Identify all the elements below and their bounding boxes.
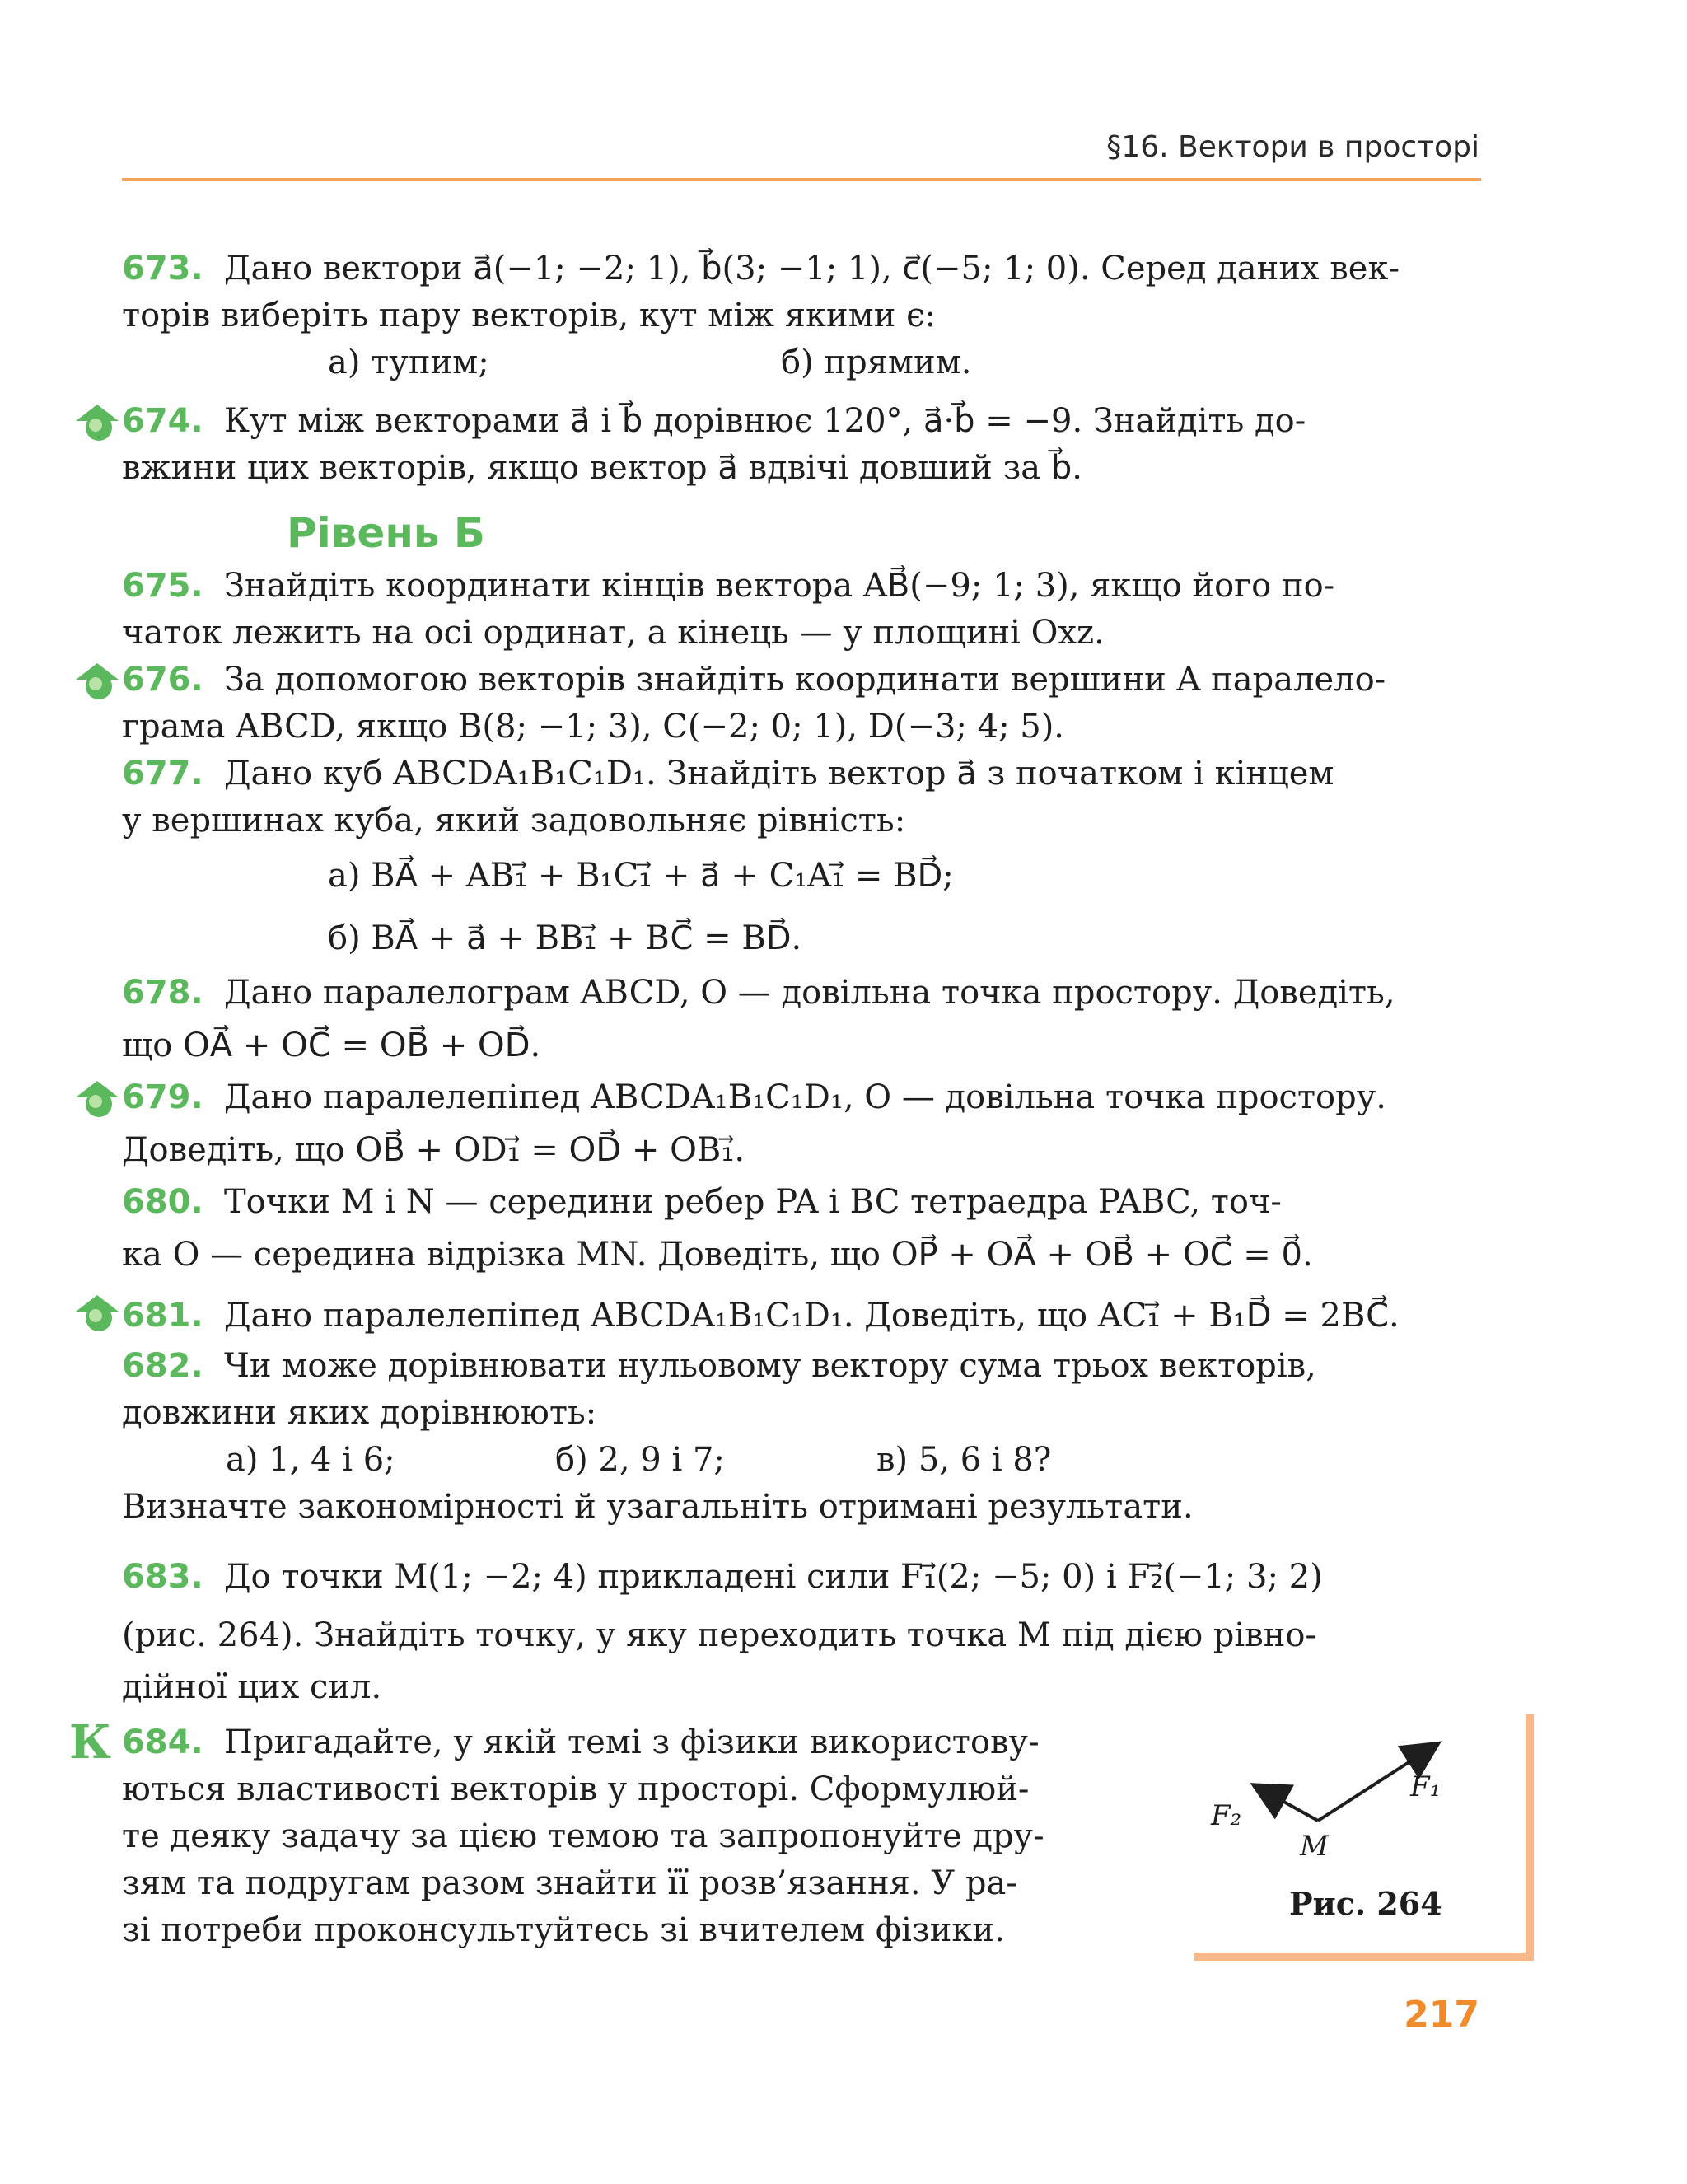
problem-number: 681. xyxy=(122,1297,203,1335)
problem-text: вжини цих векторів, якщо вектор a⃗ вдвічі довший за b⃗. xyxy=(122,449,1082,487)
problem-text: дійної цих сил. xyxy=(122,1668,382,1706)
problem-text: зям та подругам разом знайти її розв’язання. У ра- xyxy=(122,1864,1017,1902)
option-c: в) 5, 6 і 8? xyxy=(876,1441,1052,1479)
problem-text: Дано паралелепіпед ABCDA₁B₁C₁D₁. Доведіть, що AC₁⃗ + B₁D⃗ = 2BC⃗. xyxy=(224,1297,1400,1335)
figure-frame-right xyxy=(1526,1714,1534,1961)
label-m: M xyxy=(1300,1830,1329,1863)
problem-text: (рис. 264). Знайдіть точку, у яку переходить точка M під дією рівно- xyxy=(122,1616,1316,1654)
page-number: 217 xyxy=(1404,1994,1479,2036)
vector-f2 xyxy=(1259,1788,1318,1821)
figure-264-vectors xyxy=(1194,1714,1532,1961)
green-leaf-icon xyxy=(74,1293,120,1335)
problem-684 xyxy=(69,1715,1110,1954)
problem-number: 684. xyxy=(122,1723,203,1761)
problems-list xyxy=(69,246,1481,1954)
options-row xyxy=(122,1437,1481,1484)
option-b: б) BA⃗ + a⃗ + BB₁⃗ + BC⃗ = BD⃗. xyxy=(328,919,802,957)
problem-number: 676. xyxy=(122,661,203,699)
options-row xyxy=(122,339,1481,386)
option-a: а) тупим; xyxy=(328,344,489,381)
problem-text: Дано паралелепіпед ABCDA₁B₁C₁D₁, O — довільна точка простору. xyxy=(224,1078,1386,1116)
problem-text: Кут між векторами a⃗ і b⃗ дорівнює 120°, a⃗·b⃗ = −9. Знайдіть до- xyxy=(224,402,1306,440)
option-b: б) 2, 9 і 7; xyxy=(555,1441,725,1479)
problem-text: те деяку задачу за цією темою та запропонуйте дру- xyxy=(122,1817,1044,1855)
problem-number: 678. xyxy=(122,974,203,1012)
problem-text: ються властивості векторів у просторі. Сформулюй- xyxy=(122,1770,1030,1808)
figure-caption: Рис. 264 xyxy=(1289,1885,1442,1922)
green-leaf-icon xyxy=(74,662,120,703)
problem-number: 673. xyxy=(122,250,203,288)
problem-text: довжини яких дорівнюють: xyxy=(122,1394,597,1432)
problem-678 xyxy=(122,970,1481,1074)
problem-text: До точки M(1; −2; 4) прикладені сили F₁⃗(2; −5; 0) і F₂⃗(−1; 3; 2) xyxy=(224,1558,1323,1596)
running-header: §16. Вектори в просторі xyxy=(1106,130,1479,164)
option-b: б) прямим. xyxy=(781,344,972,381)
problem-679 xyxy=(122,1074,1481,1179)
problem-673 xyxy=(122,246,1481,386)
problem-text: грама ABCD, якщо B(8; −1; 3), C(−2; 0; 1), D(−3; 4; 5). xyxy=(122,708,1065,746)
problem-number: 682. xyxy=(122,1347,203,1385)
problem-text: Точки M і N — середини ребер PA і BC тетраедра PABC, точ- xyxy=(224,1183,1282,1221)
problem-number: 677. xyxy=(122,755,203,793)
figure-frame-bottom xyxy=(1194,1953,1534,1961)
problem-text: Дано вектори a⃗(−1; −2; 1), b⃗(3; −1; 1), c⃗(−5; 1; 0). Серед даних век- xyxy=(224,250,1400,288)
problem-674 xyxy=(122,398,1481,492)
problem-text: Пригадайте, у якій темі з фізики використову- xyxy=(224,1723,1040,1761)
option-a: а) BA⃗ + AB₁⃗ + B₁C₁⃗ + a⃗ + C₁A₁⃗ = BD⃗; xyxy=(328,857,954,895)
problem-number: 674. xyxy=(122,402,203,440)
problem-677 xyxy=(122,751,1481,970)
label-f2: F₂ xyxy=(1211,1799,1242,1832)
problem-676 xyxy=(122,657,1481,751)
problem-text: ка O — середина відрізка MN. Доведіть, що OP⃗ + OA⃗ + OB⃗ + OC⃗ = 0⃗. xyxy=(122,1236,1313,1274)
problem-text: Чи може дорівнювати нульовому вектору сума трьох векторів, xyxy=(224,1347,1316,1385)
problem-text: Знайдіть координати кінців вектора AB⃗(−9; 1; 3), якщо його по- xyxy=(224,567,1335,605)
problem-text: Дано куб ABCDA₁B₁C₁D₁. Знайдіть вектор a⃗ з початком і кінцем xyxy=(224,755,1334,793)
green-leaf-icon xyxy=(74,403,120,444)
problem-680 xyxy=(122,1179,1481,1284)
problem-682 xyxy=(122,1343,1481,1531)
competency-k-icon: К xyxy=(69,1715,111,1770)
problem-text: Дано паралелограм ABCD, O — довільна точка простору. Доведіть, xyxy=(224,974,1395,1012)
header-rule xyxy=(122,178,1481,181)
problem-text: зі потреби проконсультуйтесь зі вчителем фізики. xyxy=(122,1911,1005,1949)
problem-675 xyxy=(122,563,1481,657)
problem-number: 679. xyxy=(122,1078,203,1116)
problem-number: 680. xyxy=(122,1183,203,1221)
problem-text: торів виберіть пару векторів, кут між якими є: xyxy=(122,297,936,334)
problem-number: 683. xyxy=(122,1558,203,1596)
label-f1: F₁ xyxy=(1410,1770,1442,1803)
option-a: а) 1, 4 і 6; xyxy=(226,1441,395,1479)
problem-text: Визначте закономірності й узагальніть отримані результати. xyxy=(122,1488,1194,1526)
problem-681 xyxy=(122,1288,1481,1343)
problem-number: 675. xyxy=(122,567,203,605)
problem-text: Доведіть, що OB⃗ + OD₁⃗ = OD⃗ + OB₁⃗. xyxy=(122,1131,745,1169)
problem-text: чаток лежить на осі ординат, а кінець — у площині Oxz. xyxy=(122,614,1105,652)
problem-text: За допомогою векторів знайдіть координати вершини A паралело- xyxy=(224,661,1386,699)
problem-text: у вершинах куба, який задовольняє рівність: xyxy=(122,802,906,839)
problem-683 xyxy=(122,1547,1481,1711)
problem-text: що OA⃗ + OC⃗ = OB⃗ + OD⃗. xyxy=(122,1027,541,1064)
level-title: Рівень Б xyxy=(287,509,486,557)
green-leaf-icon xyxy=(74,1079,120,1120)
